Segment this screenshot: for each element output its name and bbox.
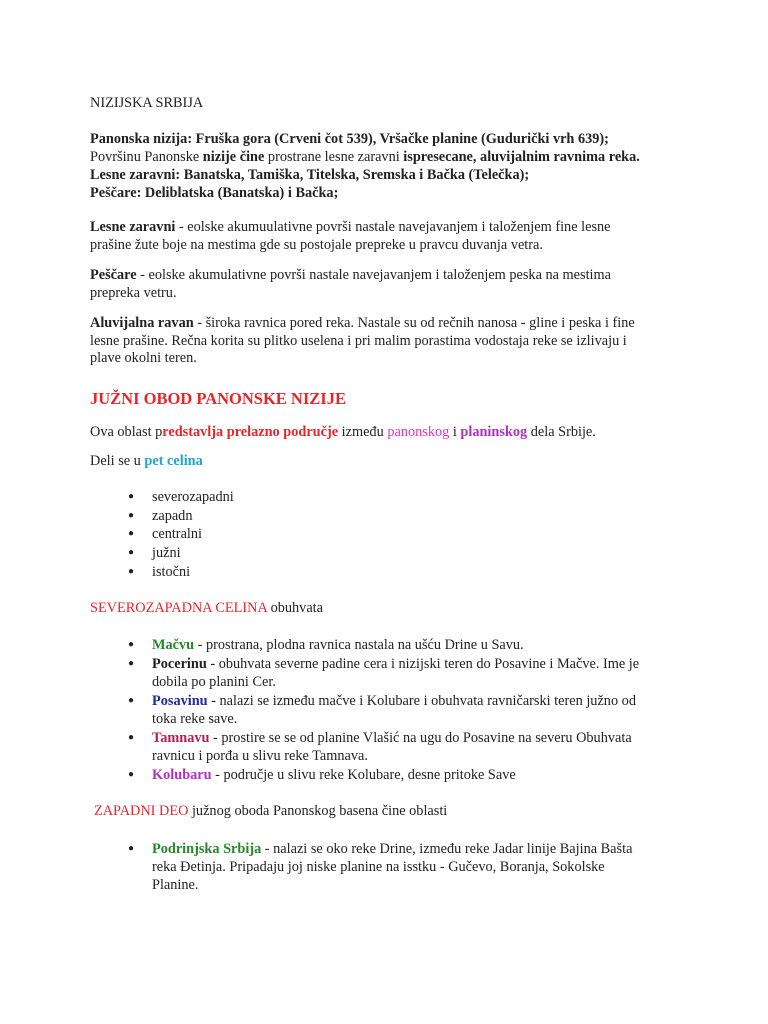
def-lesne-term: Lesne zaravni (90, 219, 176, 235)
sz-heading-suffix: obuhvata (267, 600, 323, 616)
def-aluvijalna-text-2: lesne prašine. Rečna korita su plitko uselena i pri malim porastima vodostaja reke se izlivaju i (90, 333, 627, 349)
bullet-icon: ● (128, 695, 135, 706)
bullet-icon: ● (128, 639, 135, 650)
sz-item-text: - prostire se se od planine Vlašić na ugu do Posavine na severu Obuhvata (209, 730, 632, 746)
sz-item-name: Tamnavu (152, 730, 210, 746)
zapadni-heading-line (94, 802, 447, 820)
sz-item-text: - obuhvata severne padine cera i nizijski teren do Posavine i Mačve. Ime je (206, 656, 640, 672)
sz-item-text-cont: dobila po planini Cer. (152, 674, 276, 690)
sz-heading-line (90, 599, 323, 617)
bullet-icon: ● (128, 566, 135, 577)
part-item: zapadn (152, 508, 193, 524)
def-pescare-text-1: - eolske akumulativne površi nastale navejavanjem i taloženjem peska na mestima (136, 267, 611, 283)
zapadni-item-text: - nalazi se oko reke Drine, između reke Jadar linije Bajina Bašta (261, 841, 633, 857)
sz-item-tamnava (152, 729, 632, 747)
part-item: južni (152, 545, 181, 561)
heading-severozapadna: SEVEROZAPADNA CELINA (90, 600, 268, 616)
bullet-icon: ● (128, 769, 135, 780)
deli-sentence (90, 452, 203, 470)
def-pescare-line-1 (90, 266, 611, 284)
juzni-sentence-b: redstavlja prelazno područje (162, 424, 339, 440)
bullet-icon: ● (128, 658, 135, 669)
sz-item-text: - područje u slivu reke Kolubare, desne pritoke Save (211, 767, 516, 783)
sz-item-name: Posavinu (152, 693, 208, 709)
zapadni-item-podrinjska (152, 840, 632, 858)
intro-line-1: Panonska nizija: Fruška gora (Crveni čot 539), Vršačke planine (Gudurički vrh 639); (90, 131, 609, 147)
def-aluvijalna-text-1: - široka ravnica pored reka. Nastale su od rečnih nanosa - gline i peska i fine (193, 315, 635, 331)
zapadni-item-text-2: reka Đetinja. Pripadaju joj niske planine na isstku - Gučevo, Boranja, Sokolske (152, 859, 605, 875)
def-aluvijalna-line-1 (90, 314, 635, 332)
juzni-sentence-c: između (338, 424, 388, 440)
sz-item-macva (152, 636, 524, 654)
juzni-sentence-f: planinskog (460, 424, 528, 440)
def-lesne-text-1: - eolske akumuulativne površi nastale navejavanjem i taloženjem fine lesne (175, 219, 611, 235)
juzni-sentence-a: Ova oblast p (90, 424, 163, 440)
heading-juzni-obod: JUŽNI OBOD PANONSKE NIZIJE (90, 389, 346, 408)
def-aluvijalna-text-3: plave okolni teren. (90, 350, 197, 366)
intro-line-2-b: nizije čine (202, 149, 265, 165)
sz-item-text-cont: toka reke save. (152, 711, 238, 727)
juzni-sentence-e: i (449, 424, 461, 440)
intro-line-3: Lesne zaravni: Banatska, Tamiška, Titelska, Sremska i Bačka (Telečka); (90, 167, 530, 183)
bullet-icon: ● (128, 491, 135, 502)
sz-item-text-cont: ravnicu i porđa u slivu reke Tamnava. (152, 748, 368, 764)
bullet-icon: ● (128, 843, 135, 854)
def-pescare-term: Peščare (90, 267, 137, 283)
deli-sentence-a: Deli se u (90, 453, 145, 469)
intro-line-2-c: prostrane lesne zaravni (264, 149, 404, 165)
intro-line-4: Peščare: Deliblatska (Banatska) i Bačka; (90, 185, 339, 201)
def-lesne-text-2: prašine žute boje na mestima gde su postojale prepreke u pravcu duvanja vetra. (90, 237, 543, 253)
sz-item-kolubara (152, 766, 516, 784)
deli-sentence-b: pet celina (144, 453, 203, 469)
zapadni-heading-suffix: južnog oboda Panonskog basena čine oblasti (188, 803, 448, 819)
bullet-icon: ● (128, 528, 135, 539)
sz-item-pocerina (152, 655, 639, 673)
bullet-icon: ● (128, 510, 135, 521)
def-aluvijalna-term: Aluvijalna ravan (90, 315, 194, 331)
intro-line-2 (90, 148, 640, 166)
juzni-sentence-d: panonskog (387, 424, 450, 440)
zapadni-item-name: Podrinjska Srbija (152, 841, 262, 857)
def-pescare-text-2: prepreka vetru. (90, 285, 177, 301)
intro-line-2-d: ispresecane, aluvijalnim ravnima reka. (403, 149, 640, 165)
sz-item-text: - prostrana, plodna ravnica nastala na ušću Drine u Savu. (194, 637, 524, 653)
part-item: centralni (152, 526, 203, 542)
sz-item-posavina (152, 692, 636, 710)
zapadni-item-text-3: Planine. (152, 877, 199, 893)
juzni-sentence-g: dela Srbije. (527, 424, 596, 440)
page-title: NIZIJSKA SRBIJA (90, 95, 204, 111)
sz-item-text: - nalazi se između mačve i Kolubare i obuhvata ravničarski teren južno od (207, 693, 636, 709)
juzni-sentence (90, 423, 596, 441)
heading-zapadni-deo: ZAPADNI DEO (94, 803, 189, 819)
def-lesne-line-1 (90, 218, 611, 236)
intro-line-2-a: Površinu Panonske (90, 149, 203, 165)
part-item: severozapadni (152, 489, 234, 505)
sz-item-name: Pocerinu (152, 656, 207, 672)
bullet-icon: ● (128, 732, 135, 743)
sz-item-name: Mačvu (152, 637, 195, 653)
bullet-icon: ● (128, 547, 135, 558)
part-item: istočni (152, 564, 191, 580)
sz-item-name: Kolubaru (152, 767, 212, 783)
